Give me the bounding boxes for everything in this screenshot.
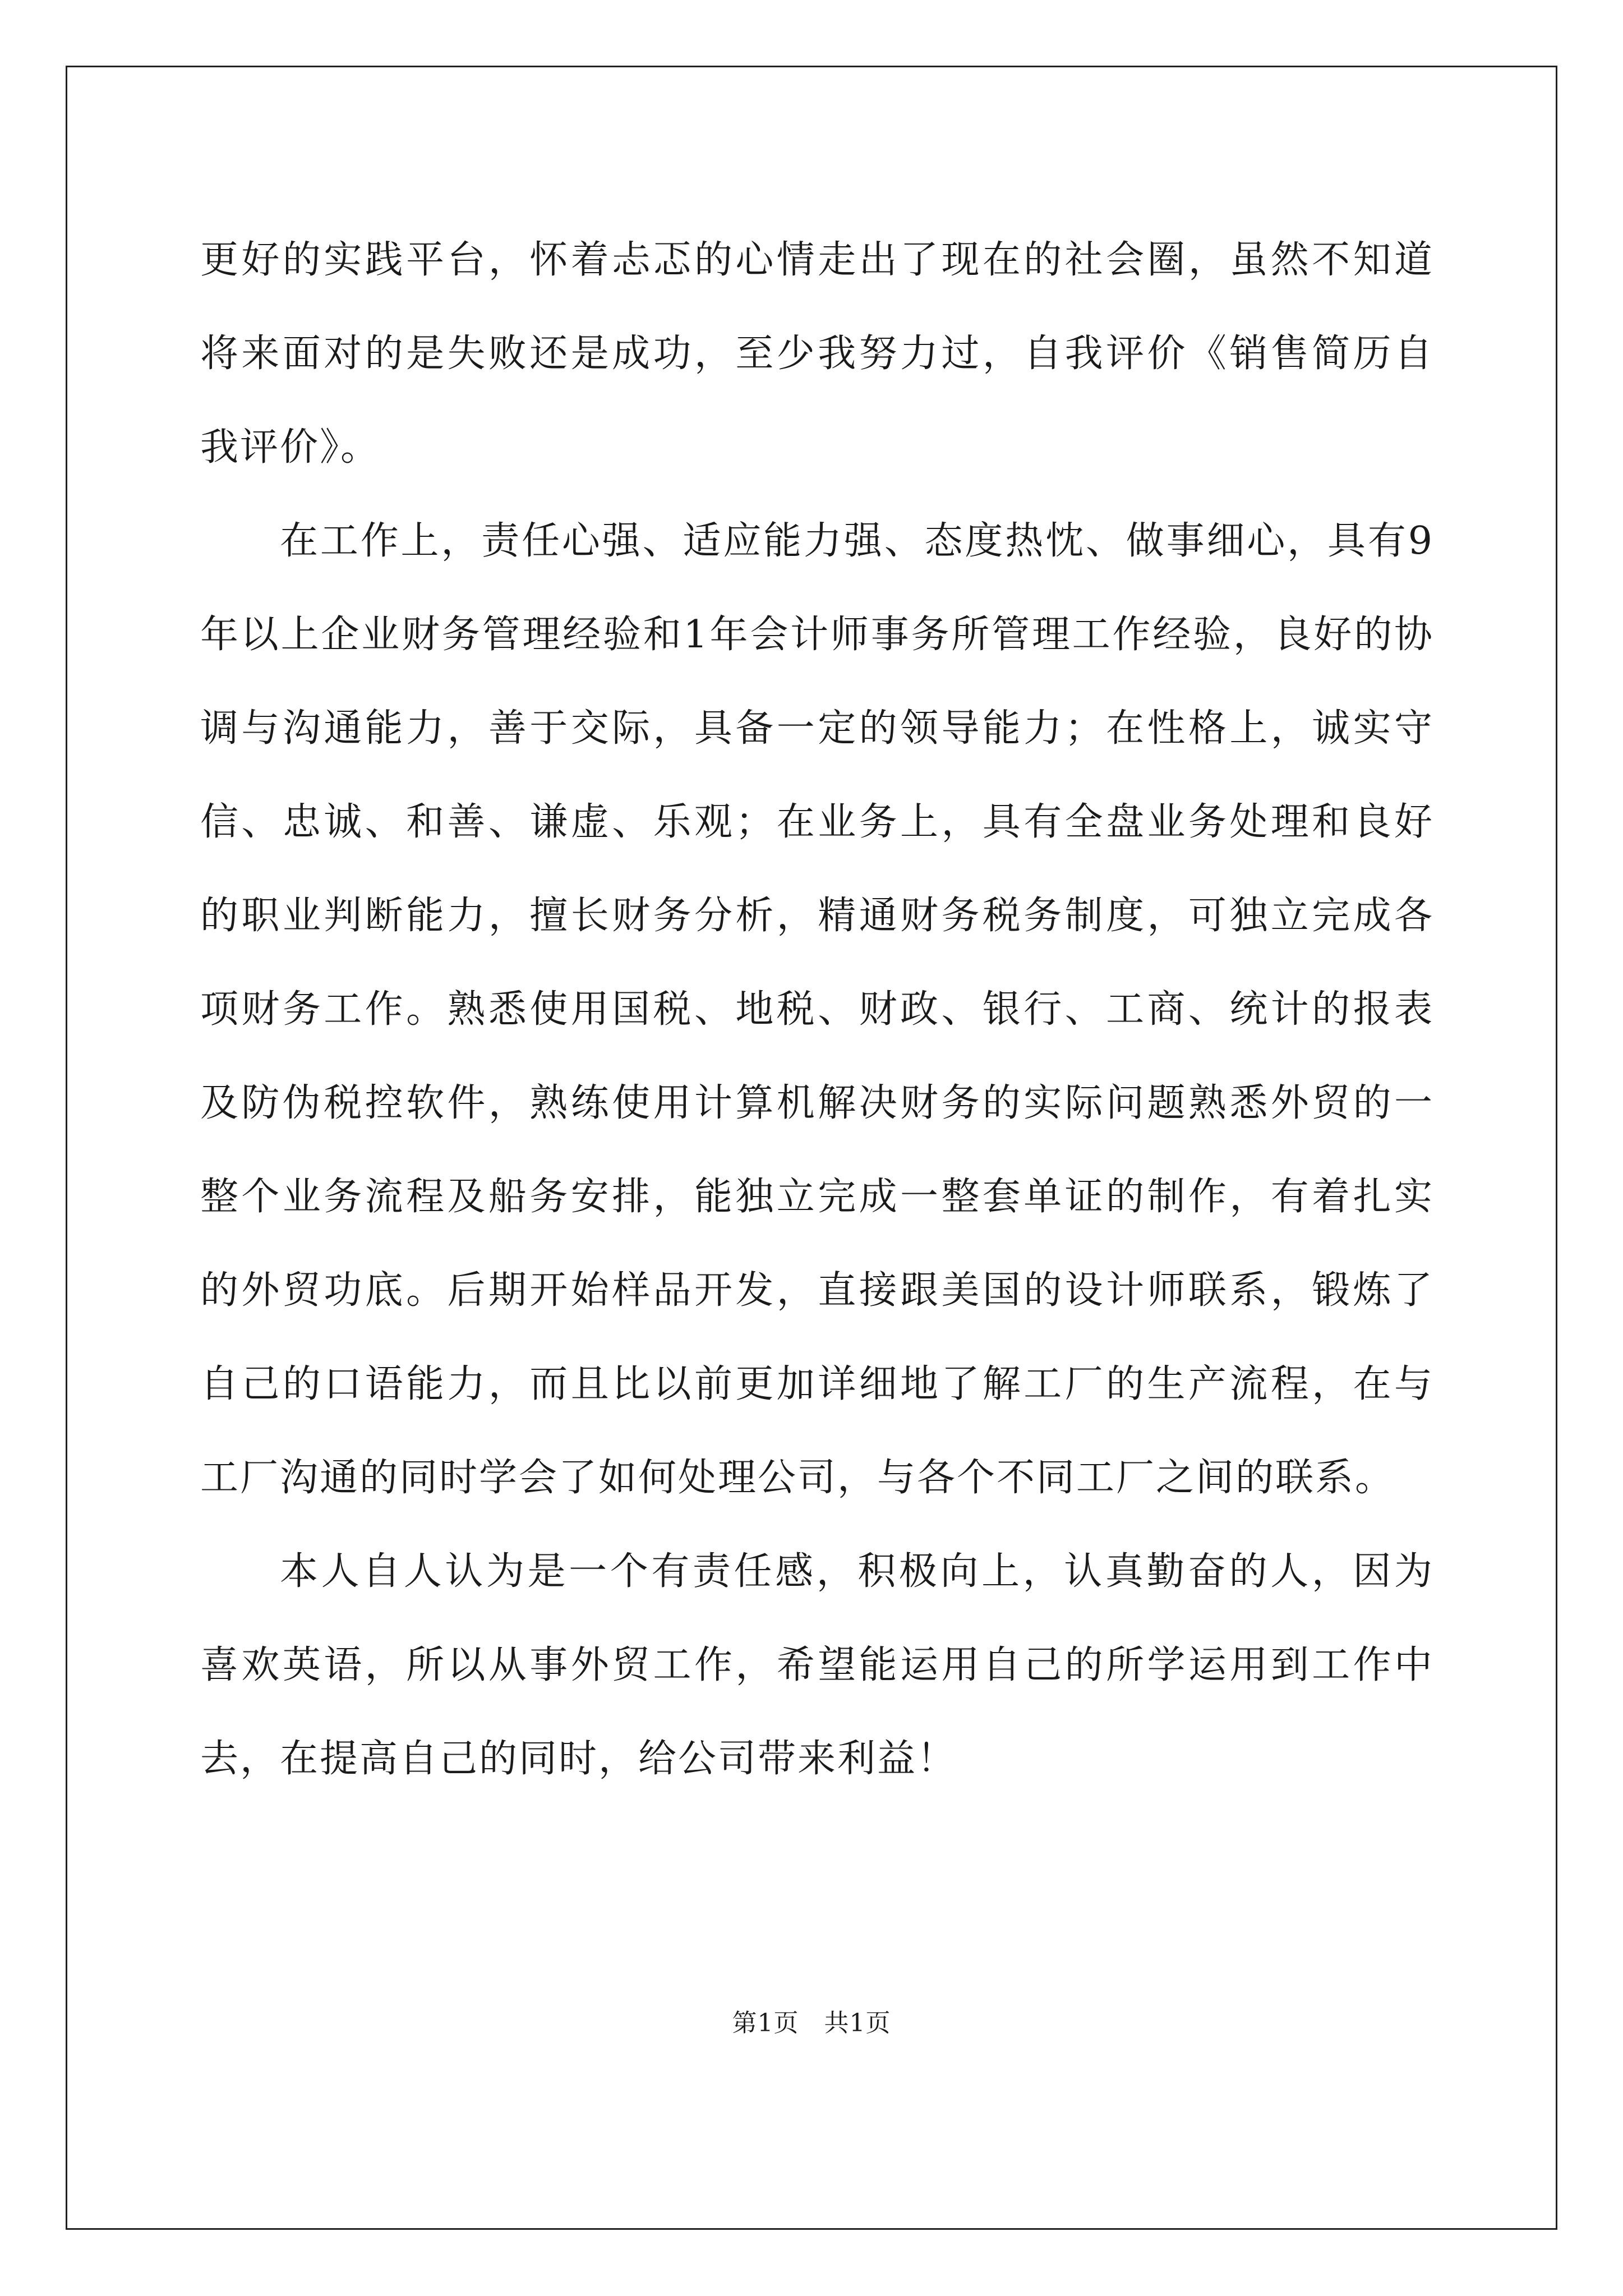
page-footer xyxy=(0,2003,1623,2039)
page-total: 共1页 xyxy=(824,2009,891,2037)
paragraph-work-experience: 在工作上，责任心强、适应能力强、态度热忱、做事细心，具有9年以上企业财务管理经验和1年会计师事务所管理工作经验，良好的协调与沟通能力，善于交际，具备一定的领导能力；在性格上，诚实守信、忠诚、和善、谦虚、乐观；在业务上，具有全盘业务处理和良好的职业判断能力，擅长财务分析，精通财务税务制度，可独立完成各项财务工作。熟悉使用国税、地税、财政、银行、工商、统计的报表及防伪税控软件，熟练使用计算机解决财务的实际问题熟悉外贸的一整个业务流程及船务安排，能独立完成一整套单证的制作，有着扎实的外贸功底。后期开始样品开发，直接跟美国的设计师联系，锻炼了自己的口语能力，而且比以前更加详细地了解工厂的生产流程，在与工厂沟通的同时学会了如何处理公司，与各个不同工厂之间的联系。 xyxy=(200,519,1434,1500)
paragraph-self-assessment: 本人自人认为是一个有责任感，积极向上，认真勤奋的人，因为喜欢英语，所以从事外贸工作，希望能运用自己的所学运用到工作中去，在提高自己的同时，给公司带来利益！ xyxy=(200,1549,1434,1781)
document-body xyxy=(200,213,1434,1806)
page-number: 第1页 xyxy=(732,2009,799,2037)
paragraph-intro-continuation: 更好的实践平台，怀着忐忑的心情走出了现在的社会圈，虽然不知道将来面对的是失败还是成功，至少我努力过，自我评价《销售简历自我评价》。 xyxy=(200,238,1434,470)
